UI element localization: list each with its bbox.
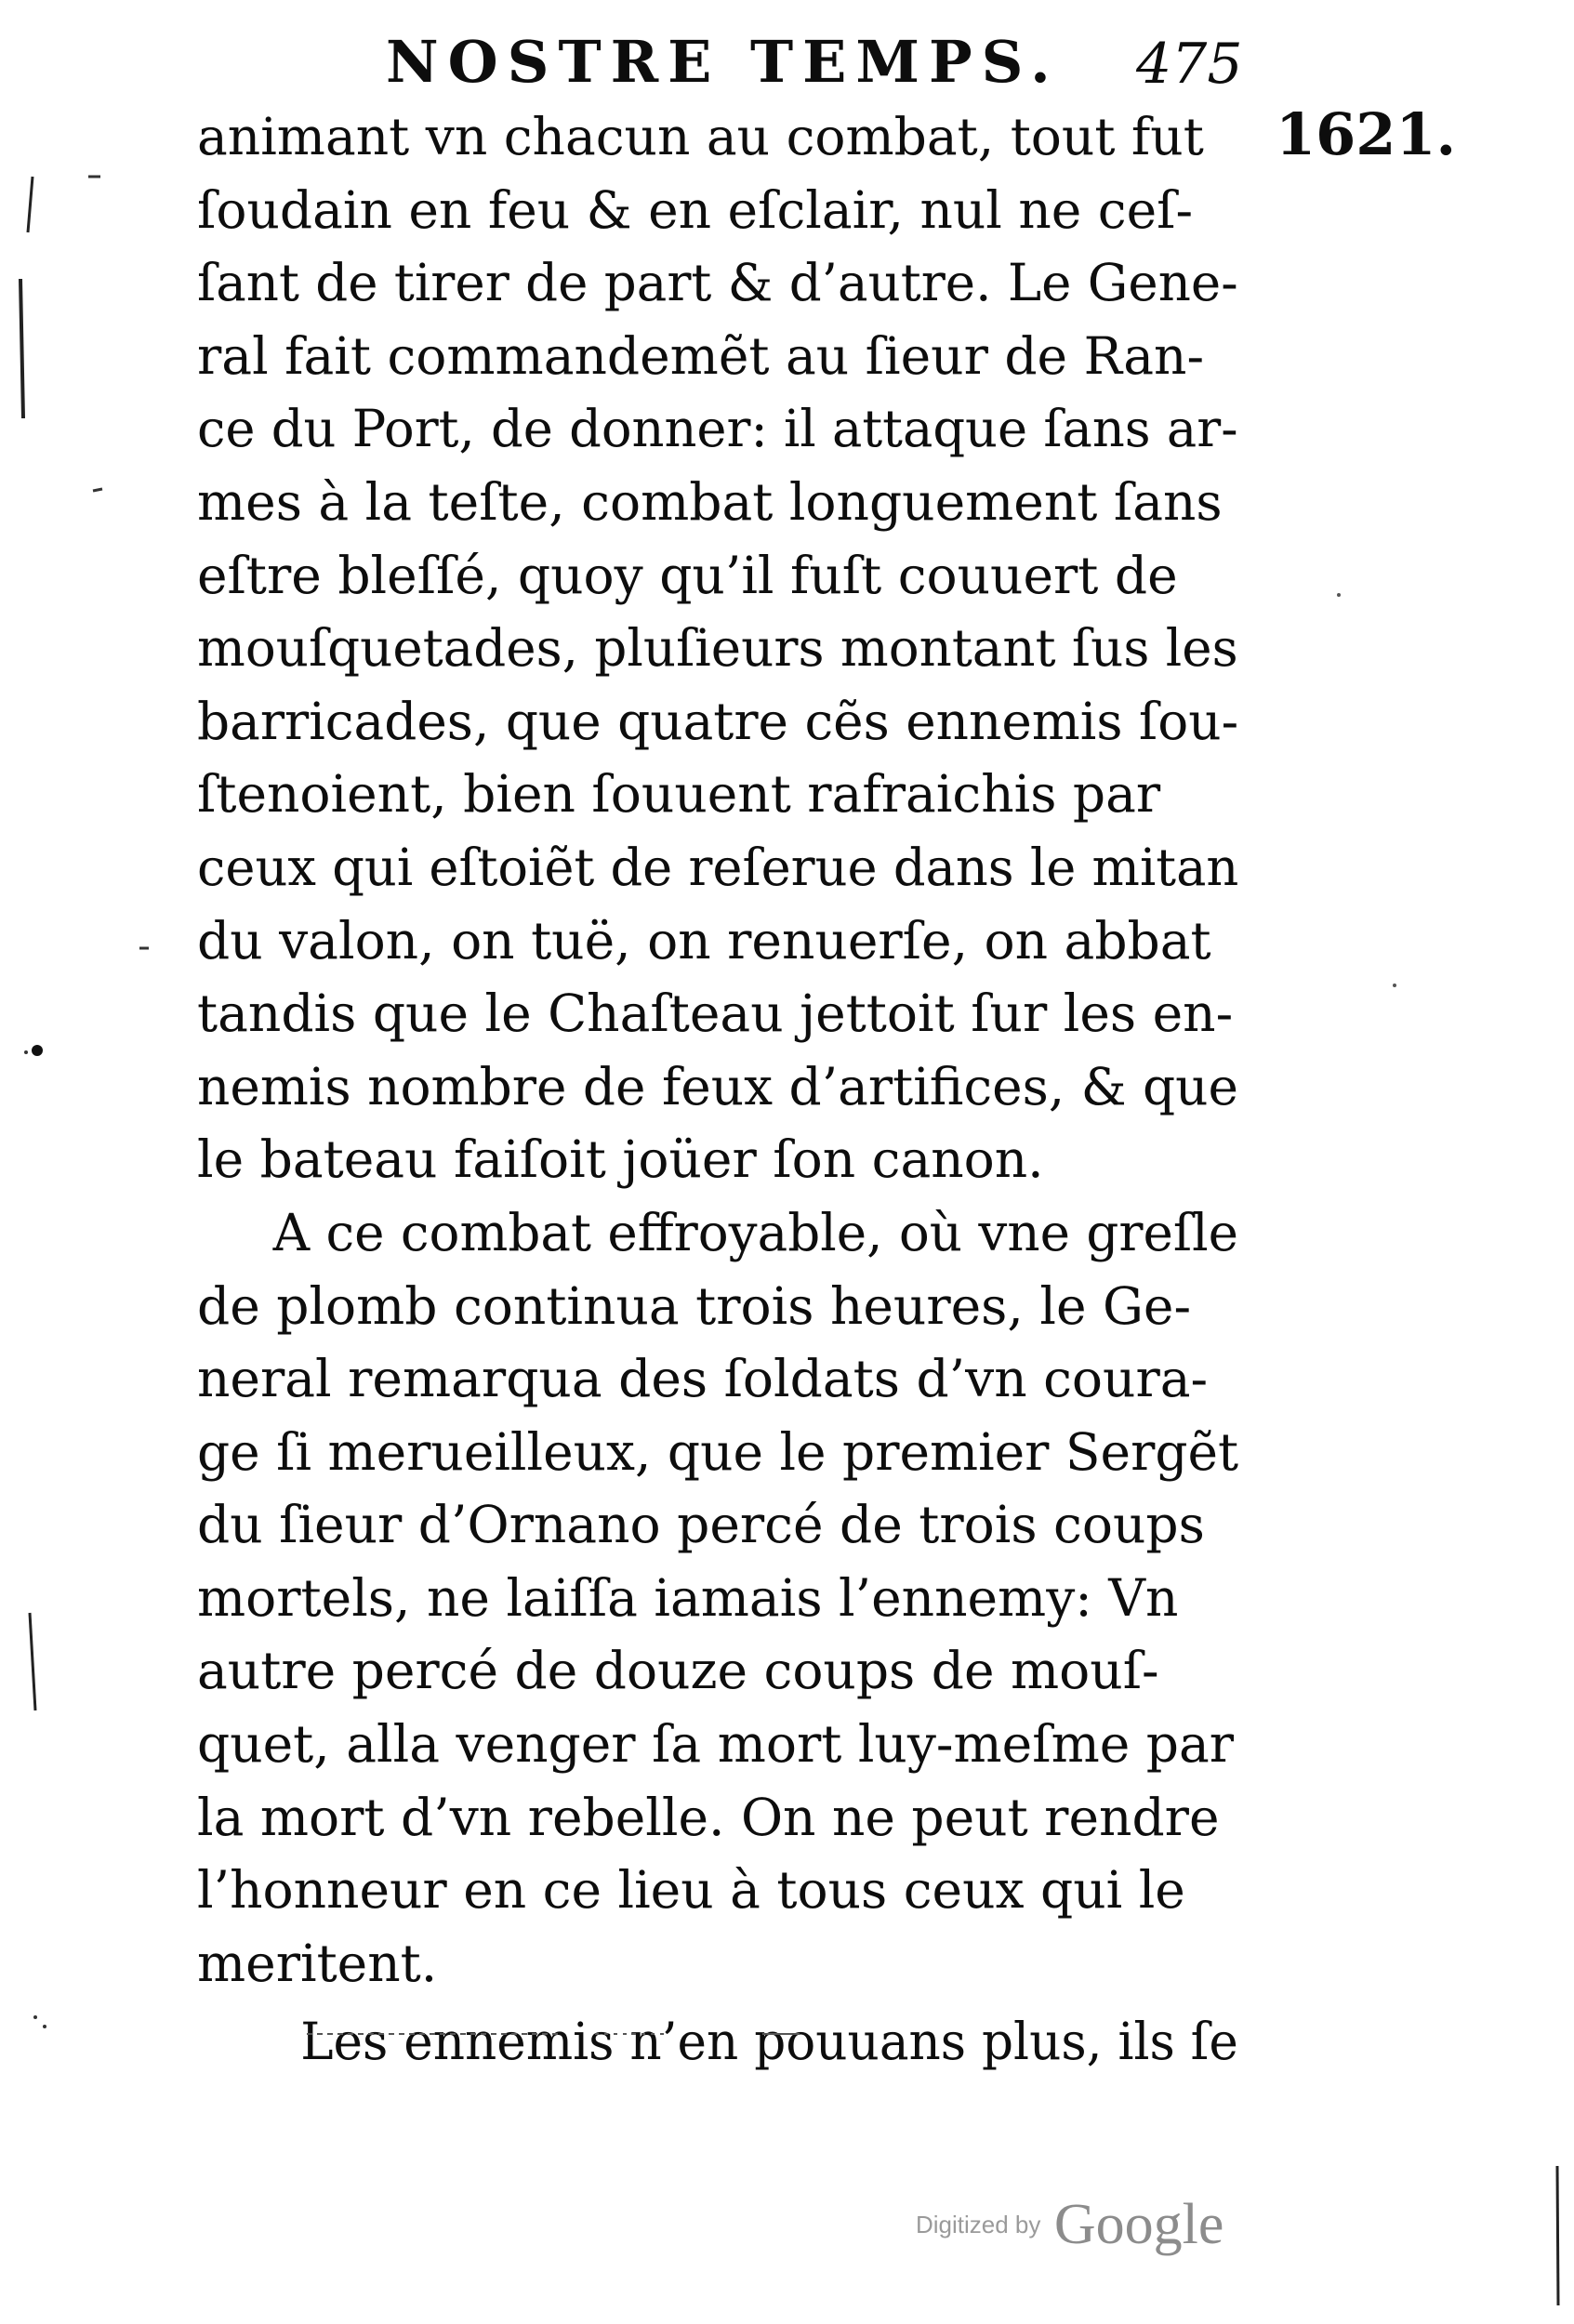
left-margin-mark <box>28 177 33 232</box>
margin-year: 1621. <box>1276 100 1457 168</box>
text-line: mouſquetades, pluſieurs montant ſus les <box>197 618 1238 679</box>
paragraph-start-line: A ce combat effroyable, où vne greſle <box>272 1202 1239 1262</box>
left-margin-mark <box>20 279 23 418</box>
text-line: ſtenoient, bien ſouuent rafraichis par <box>197 764 1161 825</box>
text-line: tandis que le Chaſteau jettoit ſur les en- <box>197 984 1234 1044</box>
text-line: de plomb continua trois heures, le Ge- <box>197 1275 1192 1336</box>
text-line: nemis nombre de feux d’artifices, & que <box>197 1056 1239 1116</box>
ink-speck <box>24 1050 28 1054</box>
text-line: ceux qui eſtoiẽt de reſerue dans le mitan <box>197 837 1239 897</box>
text-line: meritent. <box>197 1933 438 1993</box>
text-line: ſant de tirer de part & d’autre. Le Gene- <box>197 253 1238 313</box>
text-line: du valon, on tuë, on renuerſe, on abbat <box>197 910 1211 971</box>
text-line: neral remarqua des ſoldats d’vn coura- <box>197 1349 1209 1409</box>
text-line: le bateau faiſoit joüer ſon canon. <box>197 1129 1044 1190</box>
ink-speck <box>33 2015 37 2019</box>
left-margin-mark <box>93 489 102 491</box>
ink-speck <box>1393 984 1396 987</box>
text-line: ral fait commandemẽt au ſieur de Ran- <box>197 325 1205 386</box>
left-margin-mark <box>30 1613 35 1710</box>
text-line: animant vn chacun au combat, tout fut <box>197 107 1204 166</box>
right-edge-mark <box>1557 2166 1558 2305</box>
text-line: ce du Port, de donner: il attaque ſans ar- <box>197 399 1238 459</box>
text-line: ſoudain en feu & en eſclair, nul ne ceſ- <box>197 179 1194 240</box>
text-line: quet, alla venger ſa mort luy-meſme par <box>197 1714 1235 1775</box>
text-line: ge ſi merueilleux, que le premier Sergẽt <box>197 1421 1239 1482</box>
text-line: barricades, que quatre cẽs ennemis ſou- <box>197 691 1239 751</box>
text-line: eſtre bleſſé, quoy qu’il fuſt couuert de <box>197 545 1178 605</box>
ink-speck <box>1337 593 1341 597</box>
page-number: 475 <box>1136 32 1243 97</box>
digitized-watermark <box>916 2192 1223 2258</box>
text-line: l’honneur en ce lieu à tous ceux qui le <box>197 1860 1185 1921</box>
paragraph-start-line: Les ennemis n’en pouuans plus, ils ſe <box>300 2011 1238 2071</box>
text-line: autre percé de douze coups de mouſ- <box>197 1641 1159 1701</box>
ink-speck <box>32 1045 43 1056</box>
ink-speck <box>43 2025 46 2028</box>
text-line: mortels, ne laiſſa iamais l’ennemy: Vn <box>197 1567 1179 1628</box>
running-title: NOSTRE TEMPS. <box>386 28 1060 96</box>
google-logo: Google <box>1053 2193 1224 2256</box>
text-line: la mort d’vn rebelle. On ne peut rendre <box>197 1787 1220 1847</box>
watermark-prefix: Digitized by <box>916 2211 1041 2238</box>
text-line: du ſieur d’Ornano percé de trois coups <box>197 1495 1205 1555</box>
text-line: mes à la teſte, combat longuement ſans <box>197 471 1223 532</box>
